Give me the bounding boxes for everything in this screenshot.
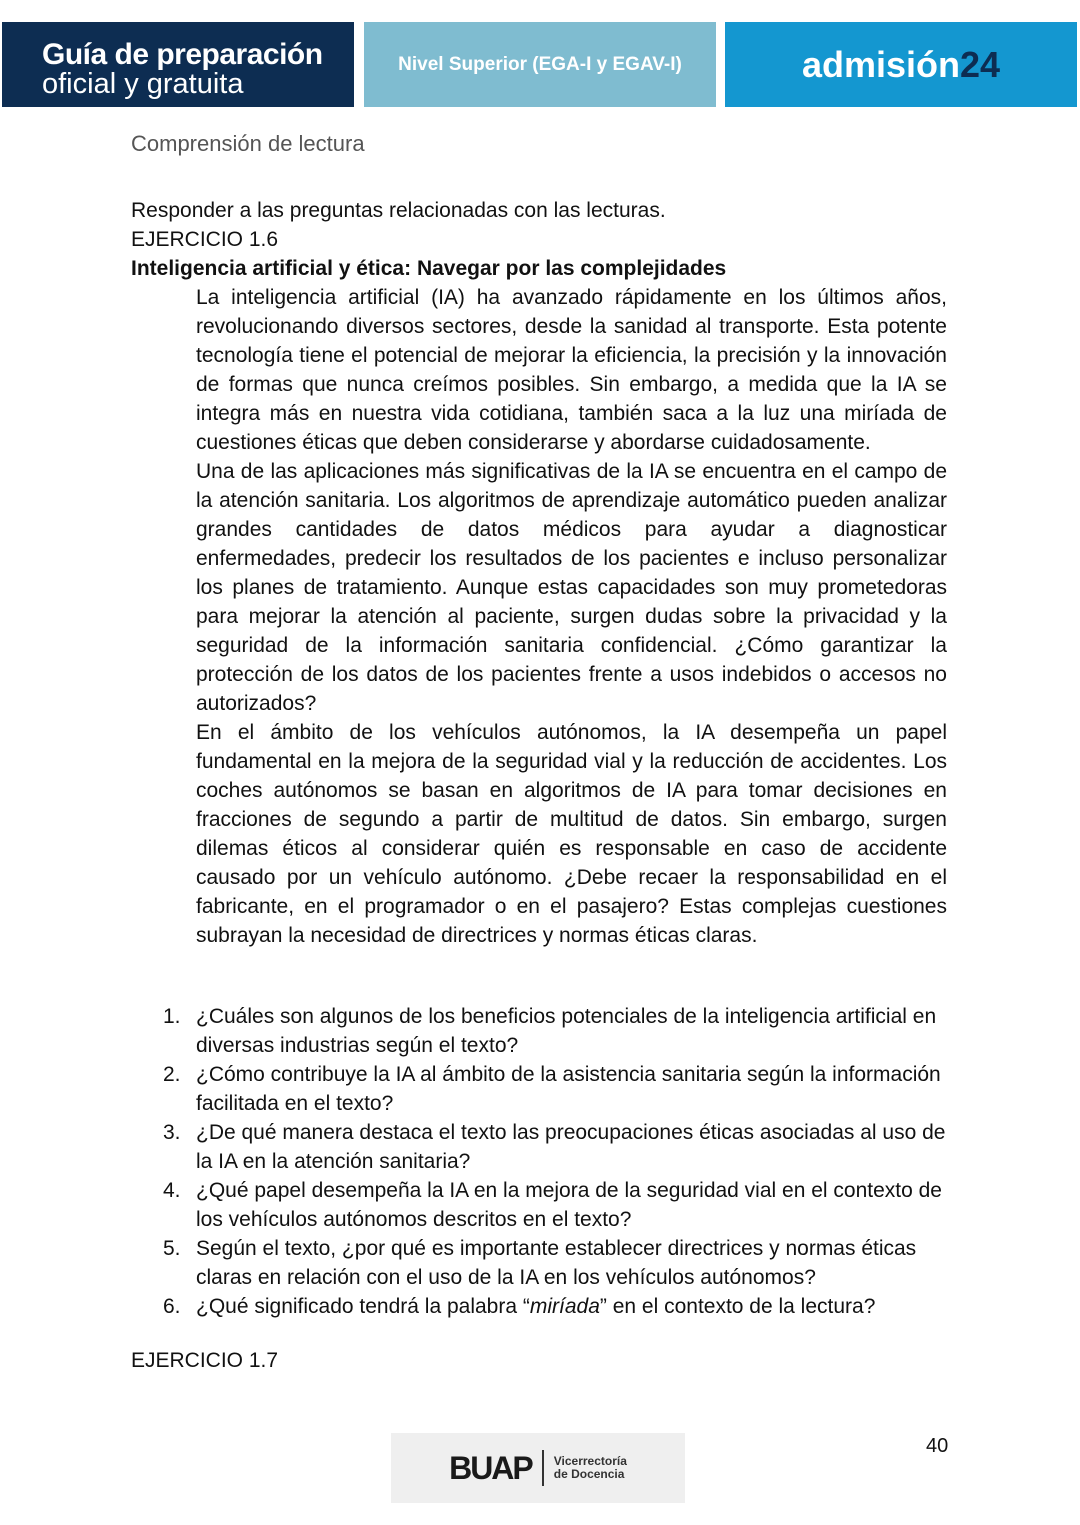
reading-body [196,283,947,950]
header-guide-banner [2,22,354,107]
question-number: 3. [163,1121,181,1144]
paragraph: La inteligencia artificial (IA) ha avanzado rápidamente en los últimos años, revolucionando diversos sectores, desde la sanidad al transporte. Esta potente tecnología tiene el potencial de mejorar la eficiencia, la precisión y la innovación de formas que nunca creímos posibles. Sin embargo, a medida que la IA se integra más en nuestra vida cotidiana, también saca a la luz una miríada de cuestiones éticas que deben considerarse y abordarse cuidadosamente. [196,286,947,454]
question-text: Según el texto, ¿por qué es importante establecer directrices y normas éticas claras en relación con el uso de la IA en los vehículos autónomos? [196,1237,917,1289]
department-label [554,1455,627,1481]
footer-logo [391,1433,685,1503]
page-number: 40 [926,1435,949,1457]
question-item [163,1060,953,1118]
guide-title-line1: Guía de preparación [42,38,323,71]
dept-line1: Vicerrectoría [553,1454,627,1468]
brand-year: 24 [959,43,1001,85]
paragraph: En el ámbito de los vehículos autónomos, la IA desempeña un papel fundamental en la mejora de la seguridad vial y la reducción de accidentes. Los coches autónomos se basan en algoritmos de IA para tomar decisiones en fracciones de segundo a partir de multitud de datos. Sin embargo, surgen dilemas éticos al considerar quién es responsable en caso de accidente causado por un vehículo autónomo. ¿Debe recaer la responsabilidad en el fabricante, en el programador o en el pasajero? Estas complejas cuestiones subrayan la necesidad de directrices y normas éticas claras. [196,721,947,947]
level-label: Nivel Superior (EGA-I y EGAV-I) [398,53,682,75]
question-number: 6. [163,1295,181,1318]
question-number: 1. [163,1005,181,1028]
exercise-heading: EJERCICIO 1.7 [131,1349,279,1372]
header-brand-banner [725,22,1077,107]
question-item [163,1176,953,1234]
brand-text: admisión [801,43,960,85]
question-text: ¿Cómo contribuye la IA al ámbito de la asistencia sanitaria según la información facilitada en el texto? [196,1063,941,1115]
buap-logo: BUAP [449,1449,532,1486]
question-text: ¿De qué manera destaca el texto las preocupaciones éticas asociadas al uso de la IA en la atención sanitaria? [196,1121,946,1173]
instruction: Responder a las preguntas relacionadas con las lecturas. [131,199,666,222]
question-number: 2. [163,1063,181,1086]
question-text: ¿Qué papel desempeña la IA en la mejora de la seguridad vial en el contexto de los vehículos autónomos descritos en el texto? [196,1179,942,1231]
question-italic-word: miríada [529,1295,600,1318]
guide-title-line2: oficial y gratuita [42,68,244,100]
divider [542,1450,544,1486]
question-item [163,1292,953,1321]
question-item [163,1002,953,1060]
reading-title: Inteligencia artificial y ética: Navegar por las complejidades [131,257,727,280]
question-list [163,1002,953,1321]
question-item [163,1118,953,1176]
question-text: ” en el contexto de la lectura? [599,1295,876,1318]
header-level-banner [364,22,716,107]
paragraph: Una de las aplicaciones más significativas de la IA se encuentra en el campo de la atención sanitaria. Los algoritmos de aprendizaje automático pueden analizar grandes cantidades de datos médicos para ayudar a diagnosticar enfermedades, predecir los resultados de los pacientes e incluso personalizar los planes de tratamiento. Aunque estas capacidades son muy prometedoras para mejorar la atención al paciente, surgen dudas sobre la privacidad y la seguridad de la información sanitaria confidencial. ¿Cómo garantizar la protección de los datos de los pacientes frente a usos indebidos o accesos no autorizados? [196,460,947,715]
section-title: Comprensión de lectura [131,131,365,156]
question-number: 4. [163,1179,181,1202]
dept-line2: de Docencia [553,1467,625,1481]
question-item [163,1234,953,1292]
question-number: 5. [163,1237,181,1260]
question-text: ¿Cuáles son algunos de los beneficios potenciales de la inteligencia artificial en diversas industrias según el texto? [196,1005,937,1057]
question-text: ¿Qué significado tendrá la palabra “ [196,1295,530,1318]
exercise-heading: EJERCICIO 1.6 [131,228,279,251]
